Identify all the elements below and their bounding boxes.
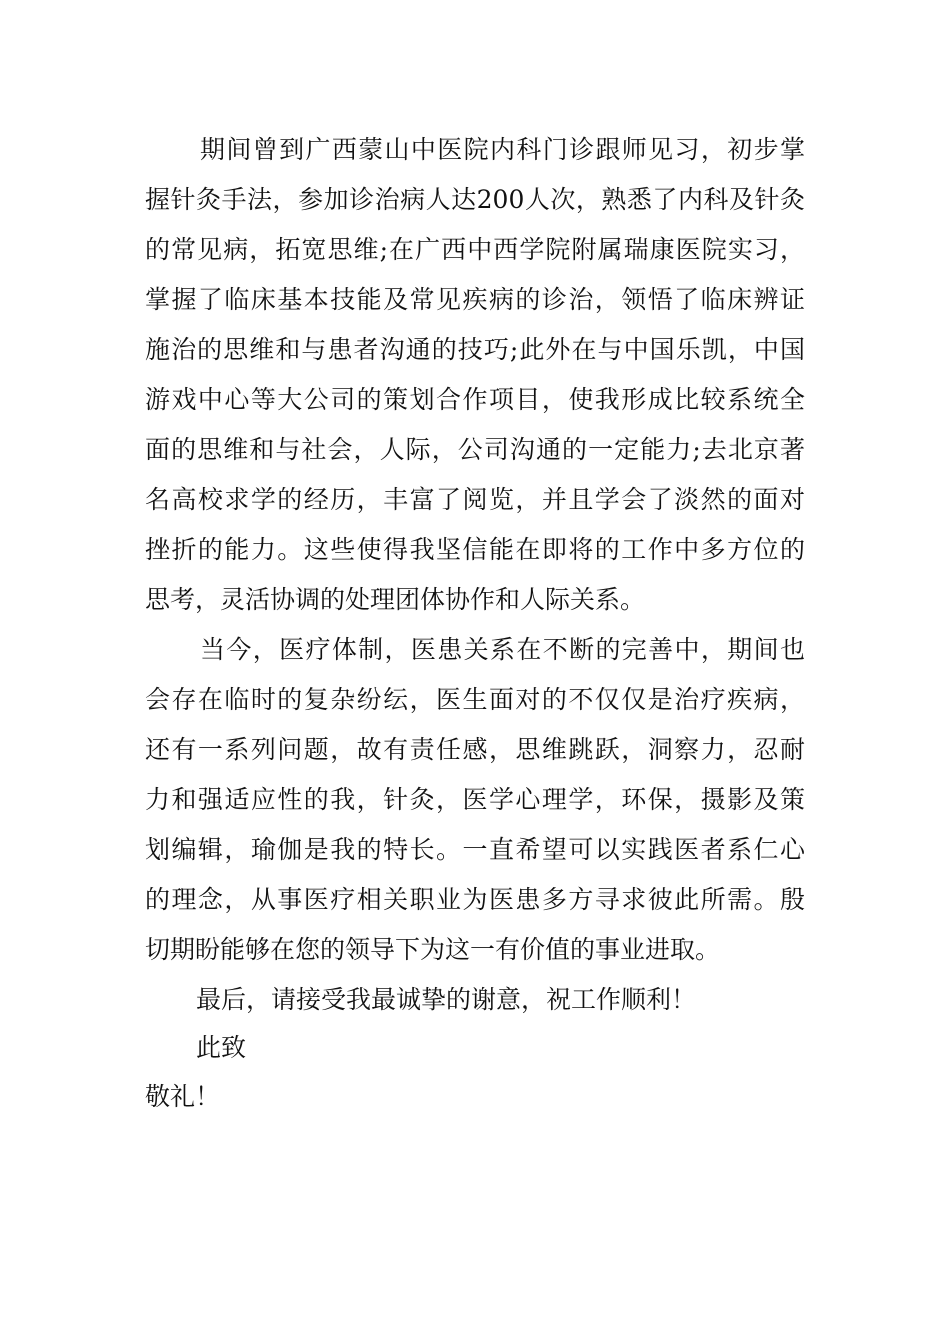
closing-regards: 敬礼！ (145, 1082, 221, 1111)
paragraph-1-line-2: 握针灸手法，参加诊治病人达200人次，熟悉了内科及针灸 (145, 185, 805, 214)
paragraph-1-line-4: 掌握了临床基本技能及常见疾病的诊治，领悟了临床辨证 (145, 285, 805, 314)
paragraph-1-line-5: 施治的思维和与患者沟通的技巧;此外在与中国乐凯，中国 (145, 335, 805, 364)
paragraph-2-line-5: 划编辑，瑜伽是我的特长。一直希望可以实践医者系仁心 (145, 835, 805, 864)
paragraph-1-line-7: 面的思维和与社会，人际，公司沟通的一定能力;去北京著 (145, 435, 805, 464)
paragraph-1-line-8: 名高校求学的经历，丰富了阅览，并且学会了淡然的面对 (145, 485, 805, 514)
paragraph-1-line-10: 思考，灵活协调的处理团体协作和人际关系。 (145, 585, 646, 614)
closing-thanks: 最后，请接受我最诚挚的谢意，祝工作顺利！ (196, 985, 697, 1014)
paragraph-1-line-9: 挫折的能力。这些使得我坚信能在即将的工作中多方位的 (145, 535, 805, 564)
closing-salutation: 此致 (196, 1033, 247, 1062)
paragraph-1-line-6: 游戏中心等大公司的策划合作项目，使我形成比较系统全 (145, 385, 805, 414)
paragraph-2-line-3: 还有一系列问题，故有责任感，思维跳跃，洞察力，忍耐 (145, 735, 805, 764)
paragraph-1-line-1: 期间曾到广西蒙山中医院内科门诊跟师见习，初步掌 (200, 135, 805, 164)
paragraph-2-line-2: 会存在临时的复杂纷纭，医生面对的不仅仅是治疗疾病， (145, 685, 805, 714)
paragraph-2-line-1: 当今，医疗体制，医患关系在不断的完善中，期间也 (200, 635, 805, 664)
paragraph-1-line-3: 的常见病，拓宽思维;在广西中西学院附属瑞康医院实习， (145, 235, 805, 264)
paragraph-2-line-6: 的理念，从事医疗相关职业为医患多方寻求彼此所需。殷 (145, 885, 805, 914)
paragraph-2-line-4: 力和强适应性的我，针灸，医学心理学，环保，摄影及策 (145, 785, 805, 814)
paragraph-2-line-7: 切期盼能够在您的领导下为这一有价值的事业进取。 (145, 935, 721, 964)
